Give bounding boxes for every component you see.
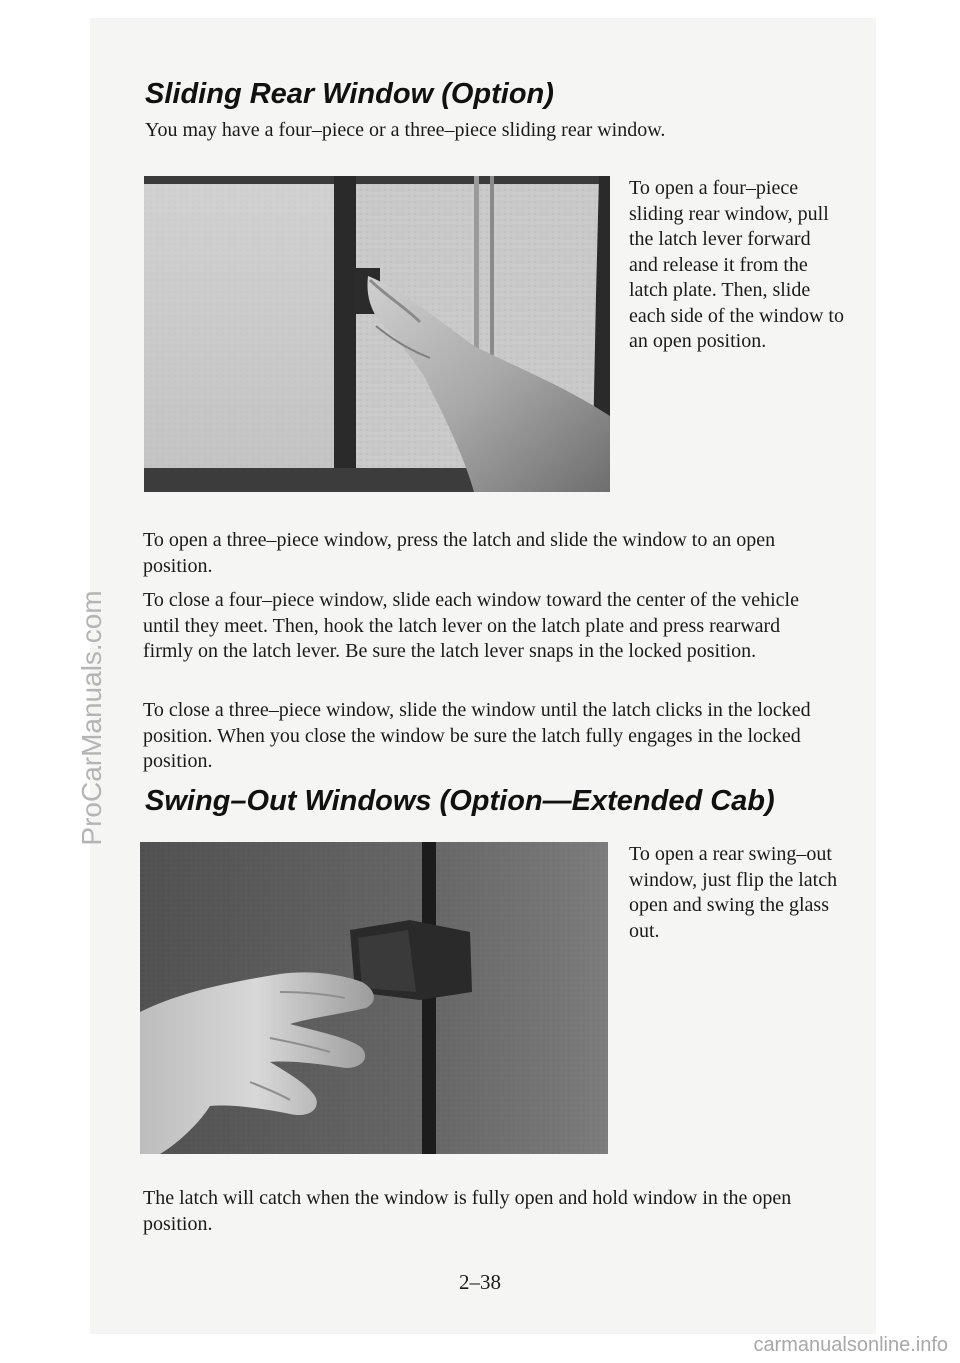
four-piece-close-paragraph: To close a four–piece window, slide each window toward the center of the vehicle until they meet. Then, hook the latch lever on the latch plate and press rearward firmly on the latch lever. Be sure the latch lever snaps in the locked position. — [143, 589, 799, 662]
section-heading-sliding-rear-window: Sliding Rear Window (Option) — [145, 78, 554, 110]
section-heading-swing-out-windows: Swing–Out Windows (Option—Extended Cab) — [145, 785, 775, 817]
page-number: 2–38 — [459, 1270, 501, 1294]
side-watermark: ProCarManuals.com — [76, 590, 107, 846]
sliding-window-latch-photo — [144, 176, 610, 492]
three-piece-open-paragraph: To open a three–piece window, press the latch and slide the window to an open position. — [143, 529, 776, 577]
swing-out-window-latch-photo — [140, 842, 608, 1154]
latch-catch-paragraph: The latch will catch when the window is fully open and hold window in the open position. — [143, 1187, 792, 1235]
three-piece-close-paragraph: To close a three–piece window, slide the window until the latch clicks in the locked position. When you close the window be sure the latch fully engages in the locked position. — [143, 699, 811, 772]
swing-out-open-text: To open a rear swing–out window, just flip the latch open and swing the glass out. — [629, 843, 838, 942]
intro-paragraph: You may have a four–piece or a three–piece sliding rear window. — [145, 119, 666, 141]
four-piece-open-text: To open a four–piece sliding rear window, pull the latch lever forward and release it from the latch plate. Then, slide each side of the window to an open position. — [629, 177, 844, 352]
bottom-watermark: carmanualsonline.info — [753, 1334, 948, 1356]
